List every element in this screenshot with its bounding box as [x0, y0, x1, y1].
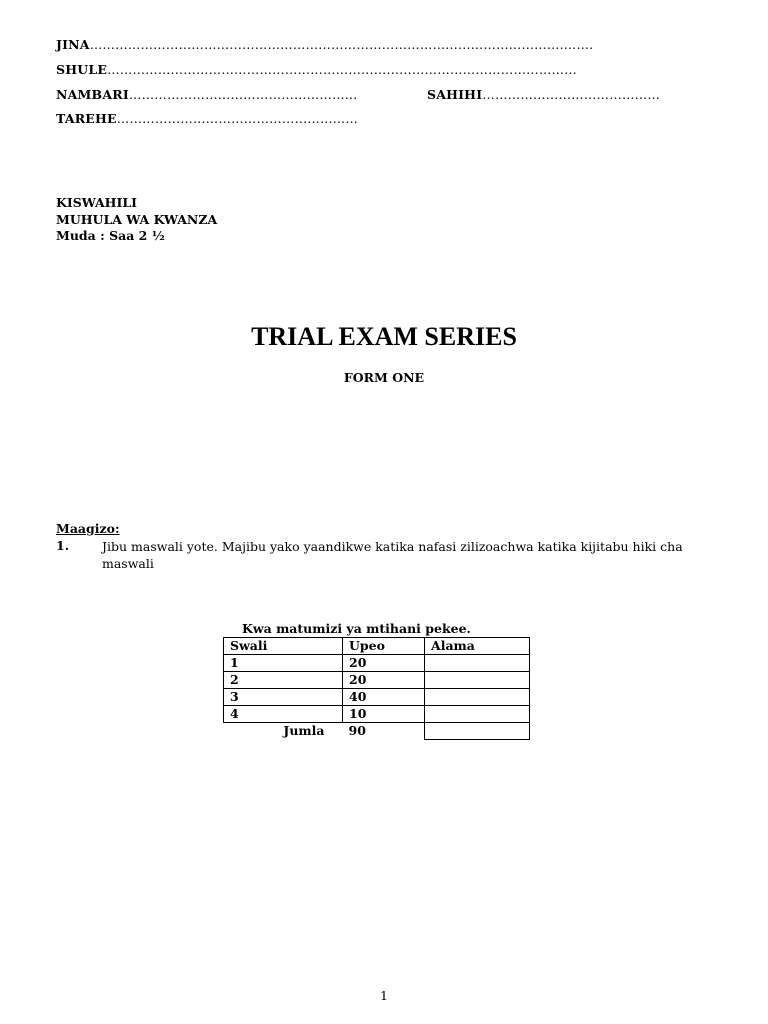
tarehe-line [56, 111, 358, 126]
table-header-row [224, 638, 530, 655]
jina-label: JINA [56, 37, 90, 52]
cell-alama[interactable] [425, 655, 530, 672]
jina-line [56, 37, 593, 52]
table-row [224, 689, 530, 706]
jina-dots: ………………………………………………………………………………………………….……. [89, 37, 594, 52]
subject-duration: Muda : Saa 2 ½ [56, 228, 165, 243]
table-row [224, 655, 530, 672]
tarehe-dots: ………………………………………………… [116, 111, 359, 126]
marks-table [223, 637, 530, 740]
cell-swali: 2 [224, 672, 343, 689]
cell-swali: 3 [224, 689, 343, 706]
cell-swali: 1 [224, 655, 343, 672]
shule-line [56, 62, 577, 77]
nambari-label: NAMBARI [56, 87, 129, 102]
instruction-number: 1. [56, 538, 70, 553]
form-level: FORM ONE [343, 370, 425, 385]
subject-name: KISWAHILI [56, 195, 137, 210]
total-value: 90 [348, 723, 366, 739]
header-swali: Swali [224, 638, 343, 655]
subject-term: MUHULA WA KWANZA [56, 211, 218, 227]
exam-title: TRIAL EXAM SERIES [251, 322, 517, 351]
cell-upeo: 20 [343, 655, 425, 672]
instruction-text: Jibu maswali yote. Majibu yako yaandikwe katika nafasi zilizoachwa katika kijitabu hiki cha maswali [102, 539, 683, 571]
table-row [224, 706, 530, 723]
marks-table-caption: Kwa matumizi ya mtihani pekee. [242, 621, 471, 636]
page-number: 1 [380, 988, 388, 1003]
sahihi-dots: …………………………………… [482, 87, 661, 102]
cell-alama[interactable] [425, 689, 530, 706]
nambari-line [56, 87, 357, 102]
cell-alama[interactable] [425, 672, 530, 689]
tarehe-label: TAREHE [56, 111, 117, 126]
cell-upeo: 20 [343, 672, 425, 689]
table-row [224, 672, 530, 689]
sahihi-label: SAHIHI [427, 87, 483, 102]
total-alama-cell[interactable] [425, 723, 530, 740]
cell-upeo: 10 [343, 706, 425, 723]
total-label: Jumla [283, 723, 325, 739]
instructions-heading: Maagizo: [56, 521, 120, 536]
cell-swali: 4 [224, 706, 343, 723]
header-upeo: Upeo [343, 638, 425, 655]
cell-upeo: 40 [343, 689, 425, 706]
table-total-row [224, 723, 530, 740]
nambari-dots: ……………………………………………… [128, 87, 358, 102]
shule-label: SHULE [56, 62, 108, 77]
header-alama: Alama [425, 638, 530, 655]
subject-block [56, 195, 217, 245]
sahihi-line [427, 87, 660, 102]
cell-alama[interactable] [425, 706, 530, 723]
shule-dots: ………………………………………………………………………………………………… [107, 62, 577, 77]
